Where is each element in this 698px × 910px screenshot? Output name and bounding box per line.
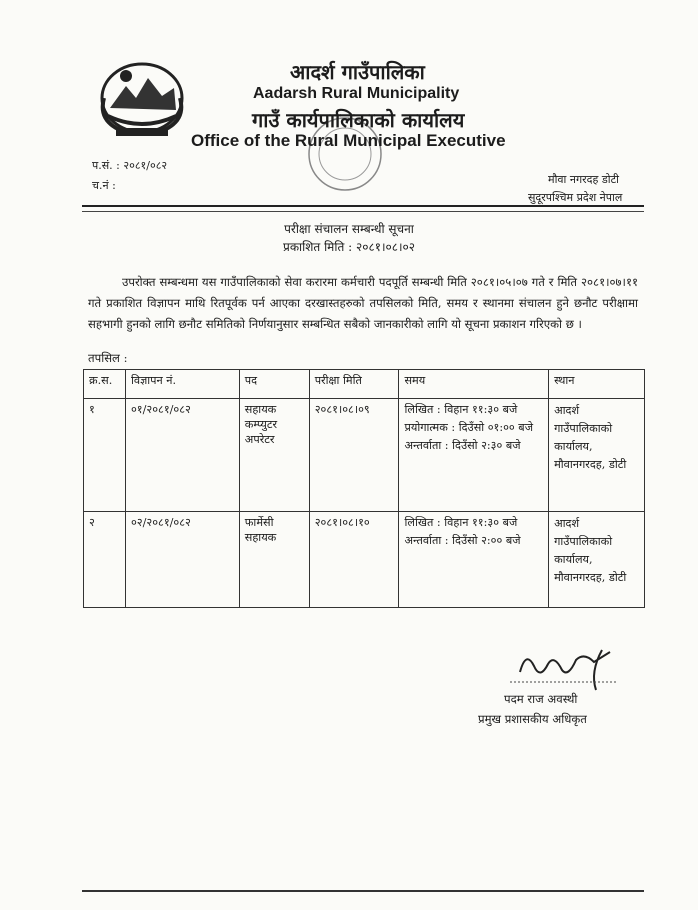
cell-venue: आदर्श गाउँपालिकाको कार्यालय, मौवानगरदह, डोटी: [549, 512, 645, 608]
address-line-1: मौवा नगरदह डोटी: [548, 173, 619, 186]
time-slot: लिखित : विहान ११:३० बजे: [404, 516, 518, 529]
reference-number: [92, 158, 167, 173]
col-header-post: पद: [239, 370, 309, 399]
header-office-en: Office of the Rural Municipal Executive: [191, 131, 506, 150]
notice-body-text: उपरोक्त सम्बन्धमा यस गाउँपालिकाको सेवा करारमा कर्मचारी पदपूर्ति सम्बन्धी मिति २०८१।०५।०७ गते र मिति २०८१।०७।११ गते प्रकाशित विज्ञापन माथि रितपूर्वक पर्न आएका दरखास्तहरुको तपसिलको मिति, समय र स्थानमा संचालन हुने छनौट परीक्षामा सहभागी हुनको लागि छनौट समितिको निर्णयानुसार सम्बन्धित सबैको जानकारीको लागि यो सूचना प्रकाशन गरिएको छ ।: [88, 275, 638, 331]
col-header-exam-date: परीक्षा मिति: [309, 370, 399, 399]
address-line-2: सुदूरपश्चिम प्रदेश नेपाल: [528, 191, 623, 204]
municipality-logo-icon: [96, 58, 188, 140]
cell-time: [399, 512, 549, 608]
header-office-np: गाउँ कार्यपालिकाको कार्यालय: [252, 108, 465, 132]
notice-date: प्रकाशित मिति : २०८१।०८।०२: [283, 240, 415, 254]
footer-divider: [82, 890, 644, 892]
col-header-ad-no: विज्ञापन नं.: [125, 370, 239, 399]
cell-post: सहायक कम्प्युटर अपरेटर: [239, 399, 309, 512]
cell-ad-no: ०२/२०८१/०८२: [125, 512, 239, 608]
time-slot: अन्तर्वाता : दिउँसो २:०० बजे: [404, 534, 521, 547]
signatory-designation: प्रमुख प्रशासकीय अधिकृत: [478, 712, 587, 726]
col-header-time: समय: [399, 370, 549, 399]
cell-exam-date: २०८१।०८।०९: [309, 399, 399, 512]
table-row: [84, 399, 645, 512]
cell-time: [399, 399, 549, 512]
cell-sn: १: [84, 399, 126, 512]
cell-sn: २: [84, 512, 126, 608]
notice-title: परीक्षा संचालन सम्बन्धी सूचना: [284, 222, 414, 236]
header-title-np: आदर्श गाउँपालिका: [290, 60, 425, 84]
header-divider: [82, 205, 644, 207]
signatory-name: पदम राज अवस्थी: [504, 692, 578, 706]
cell-exam-date: २०८१।०८।१०: [309, 512, 399, 608]
dispatch-number-label: च.नं :: [92, 179, 116, 192]
cell-ad-no: ०१/२०८१/०८२: [125, 399, 239, 512]
signature-icon: [506, 642, 626, 694]
exam-schedule-table: [83, 369, 645, 608]
tapasil-label: तपसिल :: [88, 351, 128, 365]
ref-label: प.सं. :: [92, 159, 120, 172]
notice-body: [88, 272, 638, 335]
ref-value: २०८१/०८२: [123, 159, 168, 172]
cell-venue: आदर्श गाउँपालिकाको कार्यालय, मौवानगरदह, डोटी: [549, 399, 645, 512]
table-row: [84, 512, 645, 608]
table-header-row: [84, 370, 645, 399]
cell-post: फार्मेसी सहायक: [239, 512, 309, 608]
time-slot: प्रयोगात्मक : दिउँसो ०१:०० बजे: [404, 421, 533, 434]
header-divider-thin: [82, 211, 644, 212]
header-title-en: Aadarsh Rural Municipality: [253, 85, 460, 102]
col-header-sn: क्र.स.: [84, 370, 126, 399]
time-slot: अन्तर्वाता : दिउँसो २:३० बजे: [404, 439, 521, 452]
col-header-venue: स्थान: [549, 370, 645, 399]
time-slot: लिखित : विहान ११:३० बजे: [404, 403, 518, 416]
